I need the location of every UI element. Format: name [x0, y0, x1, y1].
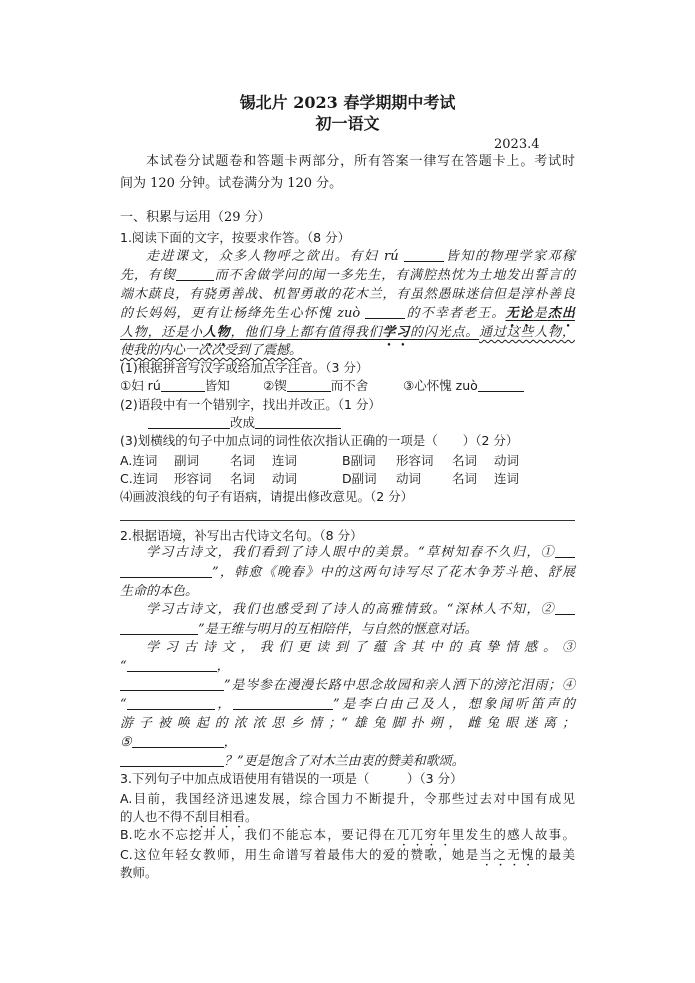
exam-subject: 初一语文: [315, 114, 380, 133]
dotted-word: 人物: [202, 325, 231, 340]
sub-question-4-prompt: ⑷画波浪线的句子有语病，请提出修改意见。（2 分）: [120, 489, 414, 504]
dotted-word: 杰出: [547, 306, 575, 321]
answer-blank: [120, 622, 198, 635]
poem-context-text: 学习古诗文，我们看到了诗人眼中的美景。“草树知春不久归，①: [146, 545, 555, 560]
choice-option-d: [342, 470, 542, 488]
question-3-option-line: A.目前，我国经济迅速发展，综合国力不断提升，令那些过去对中国有成见: [120, 791, 575, 806]
poem-context-line: 生命的本色。: [120, 584, 199, 599]
dotted-word: 学习: [382, 325, 411, 340]
question-3-option-line: [120, 808, 258, 826]
passage-text: 的长妈妈，更有让杨绛先生心怀愧 zuò: [120, 306, 366, 321]
poem-context-line: [146, 601, 575, 619]
typo-answer-row: [148, 414, 341, 432]
choice-option-b: [342, 452, 542, 470]
choice-option-word: 动词: [494, 453, 520, 468]
question-3-option-line: 教师。: [120, 865, 158, 880]
wavy-underlined-sentence: 使我的内心一次次受到了震撼。: [120, 343, 303, 358]
choice-option-c: [120, 470, 320, 488]
poem-context-text: ⑤: [120, 735, 132, 750]
poem-context-line: [120, 753, 465, 771]
exam-date: 2023.4: [494, 137, 540, 152]
answer-blank: [287, 379, 331, 392]
option-text: C.这位年轻女教师，用生命谱写着最伟大的爱的赞歌，她是: [120, 847, 480, 862]
poem-context-text: ”是王维与明月的互相陪伴，与自然的惬意对话。: [198, 622, 478, 637]
sub-question-2-prompt: (2)语段中有一个错别字，找出并改正。（1 分）: [120, 397, 381, 412]
intro-line: 本试卷分试题卷和答题卡两部分，所有答案一律写在答题卡上。考试时: [146, 154, 575, 169]
choice-option-word: 名词: [230, 471, 256, 486]
option-text: B.吃水不忘挖井人，我们不能忘本，要记得在: [120, 827, 397, 842]
answer-blank: [148, 416, 230, 429]
section-heading: 一、积累与运用（29 分）: [120, 210, 271, 225]
choice-option-word: 连词: [494, 471, 520, 486]
poem-context-text: ，: [216, 659, 230, 674]
dotted-idiom: 当之无愧: [479, 847, 535, 862]
poem-context-text: ，: [214, 697, 234, 712]
choice-option-first: [342, 470, 377, 488]
answer-blank: [404, 249, 444, 262]
choice-option-label: B: [342, 453, 351, 468]
option-text: 的最美: [534, 847, 575, 862]
poem-context-text: ”是李白由己及人，想象闻听笛声的: [333, 697, 575, 712]
pinyin-item-text: ①妇 rú: [120, 378, 161, 393]
passage-text: 而不舍做学问的闻一多先生，有满腔热忱为土地发出誓言的: [213, 268, 575, 283]
underlined-sentence: [505, 306, 575, 321]
poem-context-line: [120, 658, 230, 676]
poem-context-line: 学习古诗文，我们更读到了蕴含其中的真挚情感。③: [146, 640, 575, 655]
answer-blank: [176, 268, 214, 281]
pinyin-item: [120, 377, 230, 395]
poem-context-line: [146, 544, 575, 562]
pinyin-item-text: 皆知: [204, 378, 230, 393]
choice-option-word: 副词: [174, 453, 200, 468]
option-text: 。: [245, 809, 258, 824]
answer-blank: [478, 379, 524, 392]
choice-option-word: 名词: [452, 453, 478, 468]
poem-context-text: ”，韩愈《晚春》中的这两句诗写尽了花木争芳斗艳、舒展: [212, 565, 575, 580]
choice-option-word: 动词: [272, 471, 298, 486]
poem-context-text: “: [120, 697, 127, 712]
choice-option-label: C.: [120, 471, 133, 486]
choice-option-first: [120, 470, 158, 488]
poem-context-line: 游子被唤起的浓浓思乡情；“雄兔脚扑朔，雌兔眼迷离；: [120, 716, 575, 731]
poem-context-text: ”是岑参在漫漫长路中思念故园和亲人洒下的滂沱泪雨；④: [224, 678, 575, 693]
answer-blank: [132, 735, 224, 748]
answer-blank: [555, 545, 575, 558]
wavy-underlined-sentence: 通过这些人物，: [479, 325, 575, 340]
passage-line: [146, 248, 575, 266]
poem-context-text: “: [120, 659, 127, 674]
question-3-prompt: 3.下列句子中加点成语使用有错误的一项是（ ）（3 分）: [120, 771, 463, 786]
pinyin-item-text: ②锲: [263, 378, 287, 393]
choice-option-word: 名词: [230, 453, 256, 468]
passage-text: 皆知的物理学家邓稼: [444, 249, 575, 264]
choice-option-word: 形容词: [396, 453, 434, 468]
answer-line: [120, 520, 575, 521]
choice-option-word: 连词: [272, 453, 298, 468]
choice-option-word: 形容词: [174, 471, 212, 486]
passage-line: [120, 267, 575, 285]
choice-option-first: [120, 452, 157, 470]
underlined-sentence: [120, 325, 479, 340]
choice-option-first: [342, 452, 376, 470]
dotted-idiom: 刮目相看: [195, 809, 246, 824]
poem-context-line: [120, 564, 575, 582]
answer-blank: [127, 697, 215, 710]
passage-text: 的闪光点。: [410, 325, 480, 340]
choice-option-label: D: [342, 471, 352, 486]
typo-answer-connector: 改成: [230, 415, 256, 430]
choice-option-word: 动词: [396, 471, 422, 486]
option-text: 里发生的感人故事。: [451, 827, 575, 842]
answer-blank: [120, 754, 224, 767]
poem-context-line: [120, 734, 237, 752]
passage-text: 是: [533, 306, 548, 321]
choice-option-label: A.: [120, 453, 133, 468]
poem-context-text: ？”更是饱含了对木兰由衷的赞美和歌颂。: [224, 754, 465, 769]
dotted-word: 无论: [505, 306, 534, 321]
option-text: 的人也不得不: [120, 809, 196, 824]
answer-blank: [365, 306, 405, 319]
passage-line: [120, 324, 575, 342]
answer-blank: [120, 678, 224, 691]
poem-context-line: [120, 696, 575, 714]
intro-line: 间为 120 分钟。试卷满分为 120 分。: [120, 176, 343, 191]
dotted-idiom: 兀兀穷年: [396, 827, 452, 842]
poem-context-line: [120, 621, 478, 639]
choice-option-word: 连词: [132, 471, 158, 486]
passage-text: 人物，还是小: [120, 325, 203, 340]
question-3-option-line: [120, 846, 575, 864]
answer-blank: [120, 565, 212, 578]
answer-blank: [233, 697, 333, 710]
passage-text: 端木蕻良，有骁勇善战、机智勇敢的花木兰，有虽然愚昧迷信但是淳朴善良: [120, 287, 575, 302]
pinyin-item-text: ③心怀愧 zuò: [403, 378, 478, 393]
choice-option-word: 名词: [452, 471, 478, 486]
choice-option-word: 副词: [350, 453, 376, 468]
passage-line: [120, 286, 575, 304]
answer-blank: [127, 659, 217, 672]
passage-text: 走进课文，众多人物呼之欲出。有妇 rú: [146, 249, 405, 264]
question-1-prompt: 1.阅读下面的文字，按要求作答。（8 分）: [120, 230, 351, 245]
sub-question-1-prompt: (1)根据拼音写汉字或给加点字注音。（3 分）: [120, 360, 369, 375]
passage-text: 先，有锲: [120, 268, 176, 283]
question-2-prompt: 2.根据语境，补写出古代诗文名句。（8 分）: [120, 528, 363, 543]
poem-context-line: [120, 677, 575, 695]
poem-context-text: 学习古诗文，我们也感受到了诗人的高雅情致。“深林人不知，②: [146, 602, 555, 617]
pinyin-item-text: 而不舍: [330, 378, 369, 393]
sub-question-3-prompt: (3)划横线的句子中加点词的词性依次指认正确的一项是（ ）（2 分）: [120, 433, 519, 448]
choice-option-word: 副词: [351, 471, 377, 486]
answer-blank: [255, 416, 341, 429]
exam-title: 锡北片 2023 春学期期中考试: [239, 93, 456, 112]
passage-text: 的不幸者老王。: [405, 306, 506, 321]
poem-context-text: ，: [223, 735, 237, 750]
answer-blank: [161, 379, 205, 392]
question-3-option-line: [120, 826, 575, 844]
pinyin-item: [263, 377, 368, 395]
passage-text: ，他们身上都有值得我们: [230, 325, 383, 340]
choice-option-a: [120, 452, 320, 470]
passage-line: [120, 305, 575, 323]
answer-blank: [555, 602, 575, 615]
choice-option-word: 连词: [132, 453, 158, 468]
pinyin-item: [403, 377, 524, 395]
passage-line: [120, 342, 302, 360]
